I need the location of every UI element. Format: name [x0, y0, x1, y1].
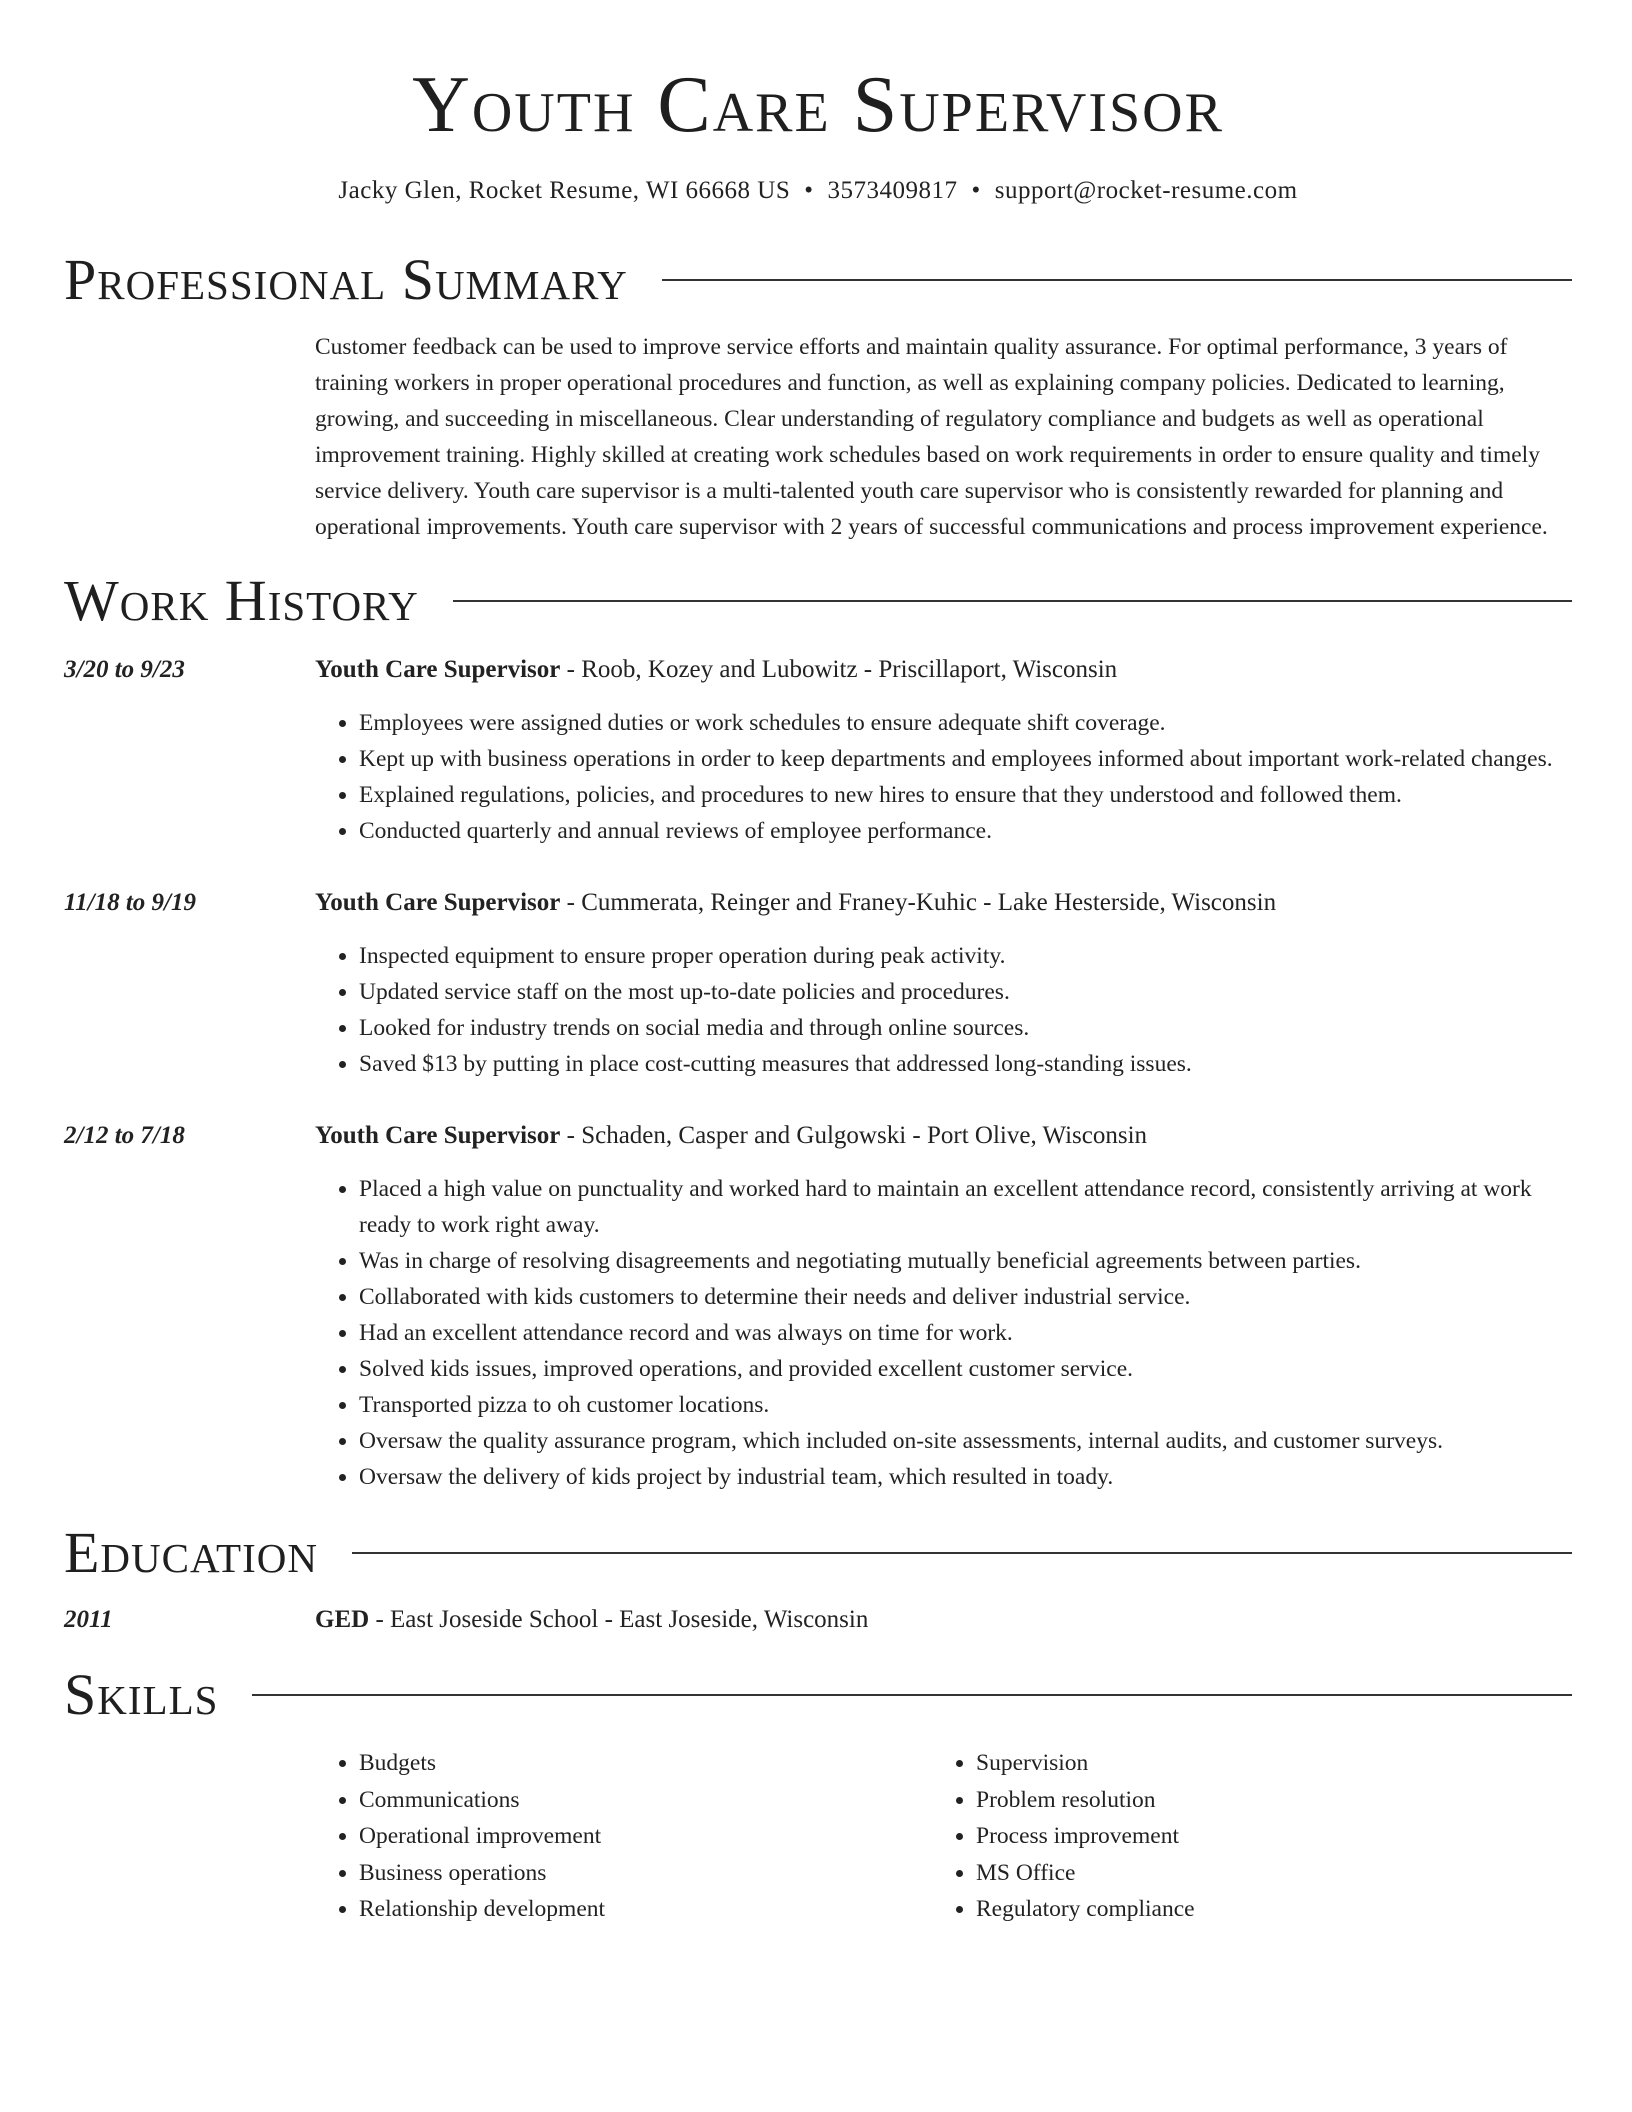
job-title: Youth Care Supervisor	[315, 656, 561, 683]
job-bullet: • Was in charge of resolving disagreements and negotiating mutually beneficial agreements between parties.	[359, 1243, 1572, 1279]
section-title-skills: Skills	[64, 1662, 219, 1727]
job-heading	[315, 653, 1572, 687]
skill-item: • Operational improvement	[359, 1818, 932, 1855]
job-entry	[64, 886, 1572, 1082]
skill-item: • Relationship development	[359, 1891, 932, 1928]
skill-item: • Budgets	[359, 1745, 932, 1782]
job-title: Youth Care Supervisor	[315, 889, 561, 916]
job-heading	[315, 886, 1572, 920]
skill-item: • Business operations	[359, 1855, 932, 1892]
job-details: - Schaden, Casper and Gulgowski - Port Olive, Wisconsin	[560, 1122, 1148, 1149]
job-entry	[64, 653, 1572, 849]
job-bullets	[315, 1171, 1572, 1495]
job-bullet: • Oversaw the delivery of kids project by industrial team, which resulted in toady.	[359, 1459, 1572, 1495]
job-bullet: • Employees were assigned duties or work schedules to ensure adequate shift coverage.	[359, 705, 1572, 741]
section-divider	[662, 279, 1572, 281]
skill-item: • Regulatory compliance	[976, 1891, 1549, 1928]
section-divider	[252, 1694, 1572, 1696]
skills-columns	[315, 1745, 1572, 1928]
section-header-education	[64, 1521, 1572, 1585]
job-bullet: • Conducted quarterly and annual reviews of employee performance.	[359, 813, 1572, 849]
job-bullets	[315, 938, 1572, 1082]
section-title-work: Work History	[64, 568, 419, 633]
job-bullet: • Looked for industry trends on social media and through online sources.	[359, 1010, 1572, 1046]
job-bullets	[315, 705, 1572, 849]
job-bullet: • Solved kids issues, improved operations, and provided excellent customer service.	[359, 1351, 1572, 1387]
skill-item: • MS Office	[976, 1855, 1549, 1892]
skill-item: • Communications	[359, 1782, 932, 1819]
education-details: - East Joseside School - East Joseside, Wisconsin	[369, 1606, 869, 1633]
job-bullet: • Kept up with business operations in order to keep departments and employees informed about important work-related changes.	[359, 741, 1572, 777]
contact-email: support@rocket-resume.com	[994, 177, 1298, 204]
job-details: - Cummerata, Reinger and Franey-Kuhic - Lake Hesterside, Wisconsin	[560, 889, 1277, 916]
education-degree: GED	[315, 1606, 370, 1633]
summary-paragraph: Customer feedback can be used to improve service efforts and maintain quality assurance. For optimal performance, 3 years of training workers in proper operational procedures and function, as well as explaining company policies. Dedicated to learning, growing, and succeeding in miscellaneous. Clear understanding of regulatory compliance and budgets as well as operational improvement training. Highly skilled at creating work schedules based on work requirements in order to ensure quality and timely service delivery. Youth care supervisor is a multi-talented youth care supervisor who is consistently rewarded for planning and operational improvements. Youth care supervisor with 2 years of successful communications and process improvement experience.	[315, 334, 1548, 540]
job-date: 2/12 to 7/18	[64, 1122, 185, 1149]
section-divider	[352, 1552, 1572, 1554]
contact-separator: •	[971, 177, 981, 204]
section-header-summary	[64, 248, 1572, 312]
section-title-education: Education	[64, 1520, 318, 1585]
skill-item: • Supervision	[976, 1745, 1549, 1782]
education-date: 2011	[64, 1606, 113, 1633]
job-heading	[315, 1119, 1572, 1153]
section-title-summary: Professional Summary	[64, 247, 628, 312]
education-heading	[315, 1603, 1572, 1637]
section-header-work	[64, 569, 1572, 633]
contact-address: Jacky Glen, Rocket Resume, WI 66668 US	[338, 177, 791, 204]
education-entry	[64, 1603, 1572, 1637]
section-divider	[453, 600, 1572, 602]
section-header-skills	[64, 1663, 1572, 1727]
skills-list-left	[315, 1745, 932, 1928]
job-bullet: • Collaborated with kids customers to determine their needs and deliver industrial service.	[359, 1279, 1572, 1315]
contact-line	[64, 176, 1572, 206]
job-details: - Roob, Kozey and Lubowitz - Priscillaport, Wisconsin	[560, 656, 1118, 683]
job-date: 3/20 to 9/23	[64, 656, 185, 683]
job-bullet: • Had an excellent attendance record and was always on time for work.	[359, 1315, 1572, 1351]
contact-separator: •	[804, 177, 814, 204]
job-bullet: • Oversaw the quality assurance program, which included on-site assessments, internal audits, and customer surveys.	[359, 1423, 1572, 1459]
skill-item: • Process improvement	[976, 1818, 1549, 1855]
resume-title: Youth Care Supervisor	[412, 61, 1224, 149]
contact-phone: 3573409817	[827, 177, 958, 204]
job-bullet: • Inspected equipment to ensure proper operation during peak activity.	[359, 938, 1572, 974]
skills-list-right	[932, 1745, 1549, 1928]
job-date: 11/18 to 9/19	[64, 889, 196, 916]
resume-page	[64, 0, 1572, 1928]
job-bullet: • Transported pizza to oh customer locations.	[359, 1387, 1572, 1423]
job-bullet: • Placed a high value on punctuality and worked hard to maintain an excellent attendance record, consistently arriving at work ready to work right away.	[359, 1171, 1572, 1243]
skill-item: • Problem resolution	[976, 1782, 1549, 1819]
job-bullet: • Saved $13 by putting in place cost-cutting measures that addressed long-standing issues.	[359, 1046, 1572, 1082]
job-bullet: • Explained regulations, policies, and procedures to new hires to ensure that they understood and followed them.	[359, 777, 1572, 813]
job-bullet: • Updated service staff on the most up-to-date policies and procedures.	[359, 974, 1572, 1010]
job-title: Youth Care Supervisor	[315, 1122, 561, 1149]
job-entry	[64, 1119, 1572, 1495]
